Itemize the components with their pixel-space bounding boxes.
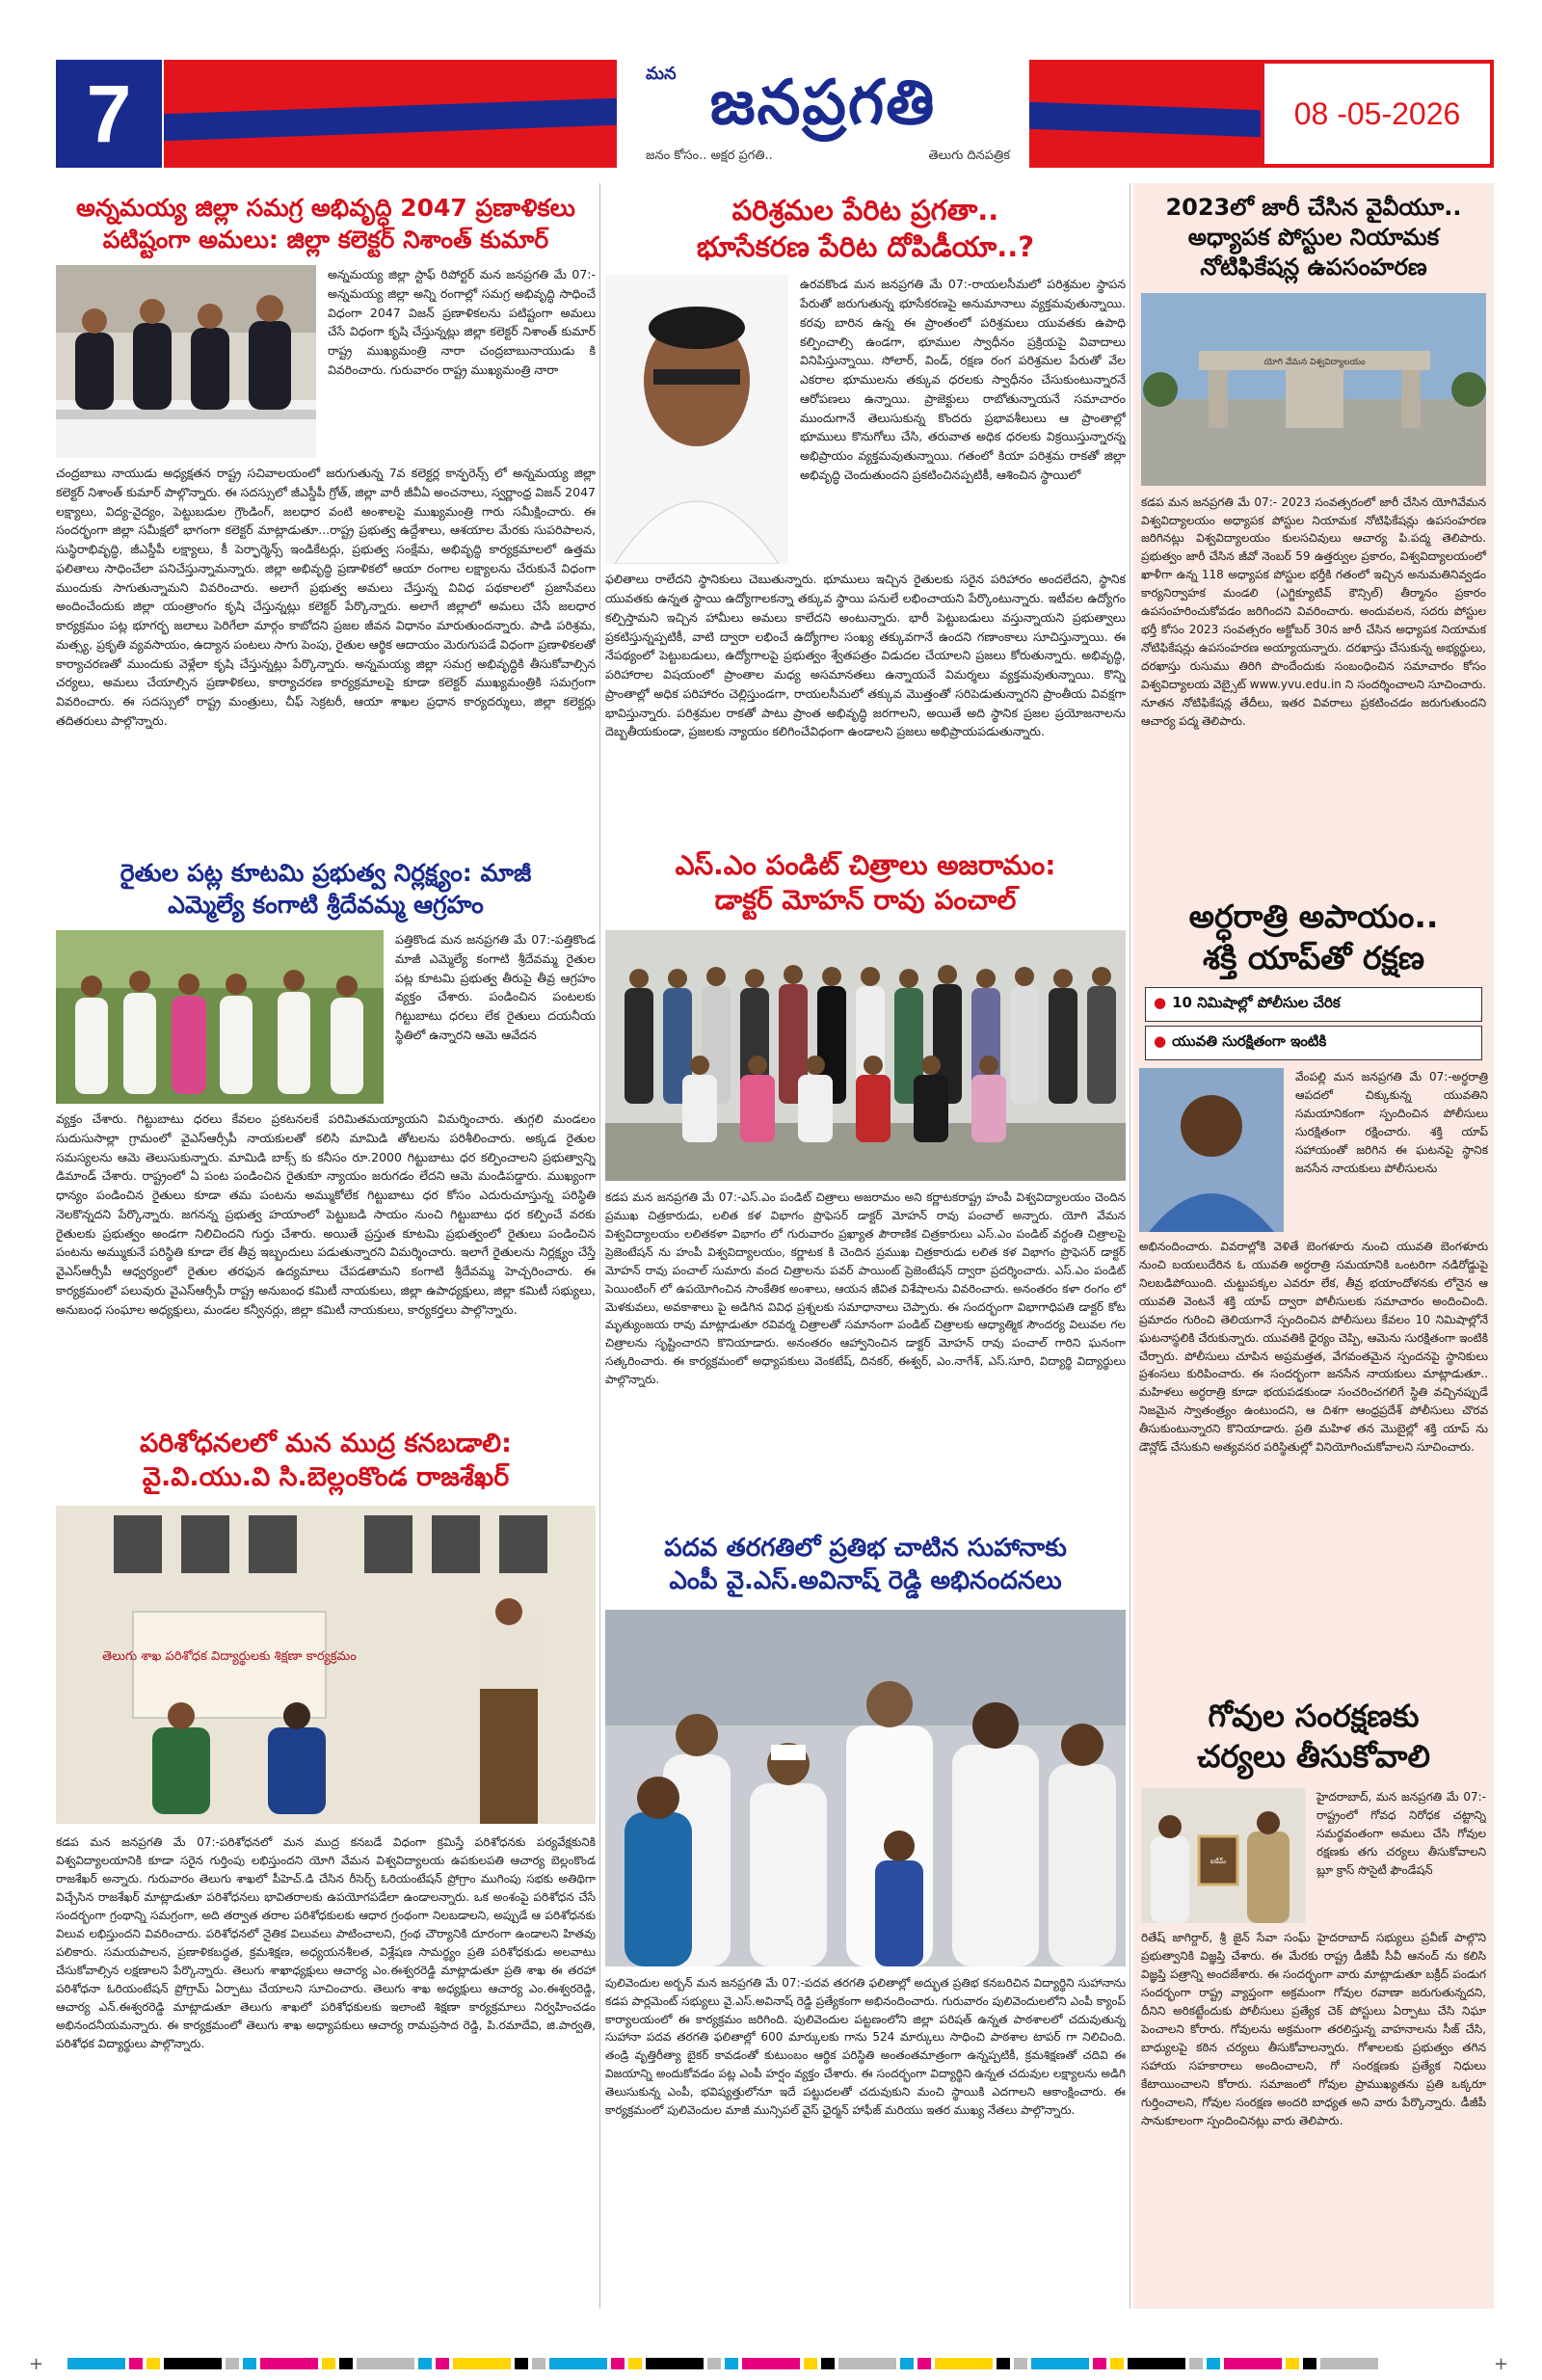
color-calibration-swatch (707, 2358, 721, 2369)
color-calibration-swatch (357, 2358, 414, 2369)
highlight-bullet (1145, 1026, 1482, 1060)
bullet-icon: ● (1154, 1031, 1167, 1050)
headline: భూసేకరణ పేరిట దోపిడీయా..? (696, 229, 1035, 263)
frame-label-text: ఐకేమ్ (1210, 1858, 1227, 1866)
photo-mp-felicitation (605, 1610, 1126, 1966)
color-calibration-swatch (742, 2358, 800, 2369)
photo-portrait-man (605, 275, 788, 564)
headline: రైతుల పట్ల కూటమి ప్రభుత్వ నిర్లక్ష్యం: మాజీ (120, 859, 532, 887)
headline: ఎస్.ఎం పండిట్ చిత్రాలు అజరామం: (675, 849, 1056, 881)
logo-title: జనప్రగతి (709, 67, 937, 139)
color-calibration-swatch (1110, 2358, 1124, 2369)
story-lead: అన్నమయ్య జిల్లా స్టాఫ్ రిపోర్టర్ మన జనప్రగతి మే 07:-అన్నమయ్య జిల్లా అన్ని రంగాల్లో సమగ్ర అభివృద్ధి సాధించే విధంగా 2047 విజన్ ప్రణాళికలను పటిష్టంగా అమలు చేసే విధంగా కృషి చేస్తున్నట్లు జిల్లా కలెక్టర్ నిశాంత్ కుమార్ రాష్ట్ర ముఖ్యమంత్రి నారా చంద్రబాబునాయుడు కి వివరించారు. గురువారం రాష్ట్ర ముఖ్యమంత్రి నారా (328, 267, 596, 377)
headline: అర్ధరాత్రి అపాయం.. (1188, 897, 1439, 935)
headline: శక్తి యాప్‌తో రక్షణ (1202, 938, 1425, 976)
color-calibration-swatch (453, 2358, 511, 2369)
story-body: రితేష్ జాగిర్దార్, శ్రీ జైన్ సేవా సంఘ్ హైదరాబాద్ సభ్యులు ప్రవీణ్ పాల్గొని ప్రభుత్వానికి విజ్ఞప్తి చేశారు. ఈ మేరకు రాష్ట్ర డీజీపీ సీవీ ఆనంద్ ను కలిసి విజ్ఞప్తి పత్రాన్ని అందజేశారు. ఈ సందర్భంగా వారు మాట్లాడుతూ బక్రీద్ పండుగ సందర్భంగా రాష్ట్ర వ్యాప్తంగా అక్రమంగా గోవుల రవాణా జరుగుతున్నదని, దీనిని అరికట్టేందుకు పోలీసులు ప్రత్యేక చెక్ పోస్టులు ఏర్పాటు చేసి నిఘా పెంచాలని కోరారు. గోవులను అక్రమంగా తరలిస్తున్న వాహనాలను సీజ్ చేసి, బాధ్యులపై కఠిన చర్యలు తీసుకోవాలన్నారు. గోశాలలకు ప్రభుత్వం తగిన సహాయ సహకారాలు అందించాలని, గో సంరక్షణకు ప్రత్యేక నిధులు కేటాయించాలని కోరారు. సమాజంలో గోవుల ప్రాముఖ్యతను ప్రతి ఒక్కరూ గుర్తించాలని, గోవుల సంరక్షణ అందరి బాధ్యత అని వారు పేర్కొన్నారు. డీజీపీ సానుకూలంగా స్పందించినట్లు వారు తెలిపారు. (1141, 1931, 1486, 2127)
masthead (56, 60, 1494, 168)
logo-prefix: మన (646, 64, 677, 84)
color-calibration-swatch (900, 2358, 914, 2369)
color-calibration-swatch (1303, 2358, 1316, 2369)
photo-group-students (605, 930, 1126, 1181)
color-calibration-swatch (226, 2358, 239, 2369)
headline: డాక్టర్ మోహన్ రావు పంచాల్ (714, 884, 1017, 917)
page-number: 7 (56, 60, 162, 168)
color-calibration-swatch (997, 2358, 1010, 2369)
color-calibration-swatch (935, 2358, 993, 2369)
color-calibration-swatch (1207, 2358, 1220, 2369)
story-body: పులివెందుల అర్బన్ మన జనప్రగతి మే 07:-పదవ తరగతి ఫలితాల్లో అద్భుత ప్రతిభ కనబరిచిన విద్యార్థిని సుహానాను కడప పార్లమెంట్ సభ్యులు వై.ఎస్.అవినాష్ రెడ్డి ప్రత్యేకంగా అభినందించారు. గురువారం పులివెందులలోని ఎంపీ క్యాంప్ కార్యాలయంలో ఈ కార్యక్రమం జరిగింది. పులివెందుల పట్టణంలోని జిల్లా పరిషత్ ఉన్నత పాఠశాలలో చదువుతున్న సుహానా పదవ తరగతి ఫలితాల్లో 600 మార్కులకు గాను 524 మార్కులు సాధించి పాఠశాల టాపర్ గా నిలిచింది. తండ్రి వృత్తిరీత్యా బైకర్ కావడంతో కుటుంబం ఆర్థిక పరిస్థితి అంతంతమాత్రంగా ఉన్నప్పటికీ, క్రమశిక్షణతో చదివి ఈ విజయాన్ని అందుకోవడం పట్ల ఎంపీ హర్షం వ్యక్తం చేశారు. ఈ సందర్భంగా విద్యార్థిని ఉన్నత చదువుల లక్ష్యాలను అడిగి తెలుసుకున్న ఎంపీ, భవిష్యత్తులోనూ ఇదే పట్టుదలతో చదువుకుని మంచి స్థాయికి ఎదగాలని ఆకాంక్షించారు. ఈ కార్యక్రమంలో పులివెందుల మాజీ మున్సిపల్ వైస్ ఛైర్మన్ హాఫీజ్ మరియు ఇతర ముఖ్య నేతలు పాల్గొన్నారు. (605, 1975, 1126, 2118)
color-calibration-swatch (646, 2358, 704, 2369)
color-calibration-swatch (243, 2358, 256, 2369)
headline: ఎంపీ వై.ఎస్.అవినాష్ రెడ్డి అభినందనలు (669, 1565, 1062, 1595)
story-lead: వేంపల్లి మన జనప్రగతి మే 07:-అర్ధరాత్రి ఆపదలో చిక్కుకున్న యువతిని సమయానికంగా స్పందించిన పోలీసులు సురక్షితంగా రక్షించారు. శక్తి యాప్ సహాయంతో జరిగిన ఈ ఘటనపై స్థానిక జనసేన నాయకులు పోలీసులను (1295, 1069, 1488, 1175)
middle-column (605, 183, 1126, 2309)
seminar-screen-text: తెలుగు శాఖ పరిశోధక విద్యార్థులకు శిక్షణా కార్యక్రమం (102, 1649, 357, 1665)
color-calibration-swatch (917, 2358, 931, 2369)
color-calibration-swatch (838, 2358, 896, 2369)
story-pandit (605, 848, 1126, 1389)
color-calibration-swatch (611, 2358, 625, 2369)
bullet-text: 10 నిమిషాల్లో పోలీసుల చేరిక (1172, 993, 1341, 1011)
headline: గోవుల సంరక్షణకు (1208, 1698, 1420, 1734)
newspaper-logo (617, 60, 1029, 168)
story-body: కడప మన జనప్రగతి మే 07:- 2023 సంవత్సరంలో జారీ చేసిన యోగివేమన విశ్వవిద్యాలయం అధ్యాపక పోస్టుల నియామక నోటిఫికేషన్లు ఉపసంహరణ జరిగినట్లు విశ్వవిద్యాలయం కులసచివులు ఆచార్య పి.పద్మ తెలిపారు. ప్రభుత్వం జారీ చేసిన జీవో నెంబర్ 59 ఉత్తర్వుల ప్రకారం, విశ్వవిద్యాలయంలో ఖాళీగా ఉన్న 118 అధ్యాపక పోస్టుల భర్తీకి గతంలో ఇచ్చిన అనుమతినివ్వడం కార్యనిర్వాహక మండలి (ఎగ్జిక్యూటివ్ కౌన్సిల్) తీర్మానం ప్రకారం ఉపసంహరించుకోవడం జరిగిందని వివరించారు. అందువలన, సదరు పోస్టుల భర్తీ కోసం 2023 సంవత్సరం అక్టోబర్ 30న జారీ చేసిన అధ్యాపక నియామక నోటిఫికేషన్లు ఉపసంహరణ అయ్యాయన్నారు. దరఖాస్తు చేసుకున్న అభ్యర్థులు, దరఖాస్తు రుసుము తిరిగి పొందేందుకు సంబంధించిన సమాచారం కోసం విశ్వవిద్యాలయ వెబ్సైట్ www.yvu.edu.in ని సందర్శించాలని సూచించారు. నూతన నోటిఫికేషన్ల తేదీలు, ఇతర వివరాలు ప్రకటించడం జరుగుతుందని ఆచార్య పద్మ తెలిపారు. (1141, 495, 1486, 728)
story-body: కడప మన జనప్రగతి మే 07:-పరిశోధనలో మన ముద్ర కనబడే విధంగా క్రమిస్తే పరిశోధనకు పర్యవేక్షకునికి విశ్వవిద్యాలయానికి కూడా సరైన గుర్తింపు లభిస్తుందని యోగి వేమన విశ్వవిద్యాలయ ఉపకులపతి ఆచార్య బెల్లంకొండ రాజశేఖర్ అన్నారు. గురువారం తెలుగు శాఖలో పీహెచ్.డి చేసిన రీసెర్చ్ ఓరియంటేషన్ ప్రోగ్రాం ముగింపు సభకు అతిథిగా విచ్చేసిన రాజశేఖర్ మాట్లాడుతూ పరిశోధనలు భావితరాలకు ఉపయోగపడేలా ఉండాలన్నారు. ఒక అంశంపై పరిశోధన చేసే సందర్భంగా గ్రంథాన్ని సమగ్రంగా, అది తర్వాత తరాల పరిశోధకులకు ఆధార గ్రంథంగా నిలబడాలని, అప్పుడే ఆ పరిశోధనకు విలువ లభిస్తుందని వివరించారు. పరిశోధనలో నైతిక విలువలు పాటించాలని, గ్రంథ చౌర్యానికి దూరంగా ఉండాలని హితవు పలికారు. సమయపాలన, ప్రణాళికబద్ధత, క్రమశిక్షణ, అధ్యయనశీలత, విశ్లేషణ సామర్థ్యం ప్రతి పరిశోధకుడు అలవాటు చేసుకోవాల్సిన లక్షణాలని పేర్కొన్నారు. తెలుగు శాఖాధ్యక్షులు ఆచార్య ఎం.ఈశ్వరరెడ్డి మాట్లాడుతూ ప్రతి శాఖ ఈ తరహా పరిశోధనా ఓరియంటేషన్ ప్రోగ్రామ్ ఏర్పాటు చేయాలని సూచించారు. తెలుగు శాఖ అధ్యక్షులు ఆచార్య ఎం.ఈశ్వరరెడ్డి, ఆచార్య ఎన్.ఈశ్వరరెడ్డి మాట్లాడుతూ తెలుగు శాఖలో పరిశోధకులకు ఇలాంటి శిక్షణా కార్యక్రమాలు నిర్వహించడం అభినందనీయమన్నారు. ఈ కార్యక్రమంలో తెలుగు శాఖ అధ్యాపకులు ఆచార్య రామప్రసాద రెడ్డి, పి.రమాదేవి, జి.పార్వతి, పరిశోధక విద్యార్థులు పాల్గొన్నారు. (56, 1835, 596, 2050)
color-calibration-swatch (418, 2358, 432, 2369)
story-shakti-app (1133, 896, 1494, 1457)
photo-university-gate (1141, 293, 1486, 486)
column-divider (599, 183, 600, 2309)
story-industries (605, 193, 1126, 741)
headline: చర్యలు తీసుకోవాలి (1197, 1737, 1430, 1775)
color-calibration-swatch (164, 2358, 222, 2369)
color-calibration-swatch (1320, 2358, 1378, 2369)
gate-sign-text: యోగి వేమన విశ్వవిద్యాలయం (1263, 357, 1366, 367)
headline: అన్నమయ్య జిల్లా సమగ్ర అభివృద్ధి 2047 ప్రణాళికలు (76, 194, 575, 222)
color-calibration-swatch (260, 2358, 318, 2369)
headline: ఎమ్మెల్యే కంగాటి శ్రీదేవమ్మ ఆగ్రహం (168, 890, 484, 919)
story-body: వ్యక్తం చేశారు. గిట్టుబాటు ధరలు కేవలం ప్రకటనలకే పరిమితమయ్యాయని విమర్శించారు. తుగ్గలి మండలం సుదుసుసాల్లా గ్రామంలో వైఎస్ఆర్సీపీ నాయకులతో కలిసి మామిడి తోటలను పరిశీలించారు. అక్కడ రైతుల సమస్యలను ఆమె తెలుసుకున్నారు. మామిడి బాక్స్ కు కనీసం రూ.2000 గిట్టుబాటు ధర కల్పించాలని ప్రభుత్వాన్ని డిమాండ్ చేశారు. రాష్ట్రంలో ఏ పంట పండించిన రైతుకూ న్యాయం జరుగడం లేదని ఆమె మండిపడ్డారు. ముఖ్యంగా ధాన్యం పండించిన రైతులు కూడా తమ పంటను అమ్ముకోలేక గిట్టుబాటు ధర కోసం ఎదురుచూస్తున్న పరిస్థితి నెలకొన్నదని పేర్కొన్నారు. జగనన్న ప్రభుత్వ హయాంలో పెట్టుబడి సాయం నుంచి గిట్టుబాటు ధర కల్పించే వరకు రైతులకు ప్రభుత్వం అండగా నిలిచిందని గుర్తు చేశారు. అయితే ప్రస్తుత కూటమి ప్రభుత్వంలో రైతులు పండించిన పంటను అమ్ముకునే పరిస్థితి కూడా లేక తీవ్ర ఇబ్బందులు పడుతున్నారని విమర్శించారు. ఇలాగే రైతులను నిర్లక్ష్యం చేస్తే వైఎస్ఆర్సీపీ ఆధ్వర్యంలో రైతుల తరఫున ఉద్యమాలు చేపడతామని కంగాటి శ్రీదేవమ్మ హెచ్చరించారు. ఈ కార్యక్రమంలో పలువురు వైఎస్ఆర్సీపీ రాష్ట్ర అనుబంధ కమిటీ నాయకులు, జిల్లా ఉపాధ్యక్షులు, జిల్లా కమిటీ సభ్యులు, అనుబంధ సంఘాల అధ్యక్షులు, మండల కన్వీనర్లు, జిల్లా కమిటీ నాయకులు, కార్యకర్తలు పాల్గొన్నారు. (56, 1111, 596, 1317)
color-calibration-swatch (1224, 2358, 1282, 2369)
color-calibration-swatch (549, 2358, 607, 2369)
color-calibration-swatch (804, 2358, 817, 2369)
story-lead: పత్తికొండ మన జనప్రగతి మే 07:-పత్తికొండ మాజీ ఎమ్మెల్యే కంగాటి శ్రీదేవమ్మ రైతుల పట్ల కూటమి ప్రభుత్వ తీరుపై తీవ్ర ఆగ్రహం వ్యక్తం చేశారు. పండించిన పంటలకు గిట్టుబాటు ధరలు లేక రైతులు దయనీయ స్థితిలో ఉన్నారని ఆమె ఆవేదన (395, 932, 596, 1042)
photo-mango-orchard (56, 930, 384, 1104)
story-annamayya (56, 193, 596, 731)
story-research (56, 1427, 596, 2053)
story-body: చంద్రబాబు నాయుడు అధ్యక్షతన రాష్ట్ర సచివాలయంలో జరుగుతున్న 7వ కలెక్టర్ల కాన్ఫరెన్స్ లో అన్నమయ్య జిల్లా కలెక్టర్ నిశాంత్ కుమార్ పాల్గొన్నారు. ఈ సదస్సులో జీఎస్డీపీ గ్రోత్, జిల్లా వారీ జీవీఏ అంచనాలు, స్వర్ణాంధ్ర విజన్ 2047 లక్ష్యాలు, విద్య-వైద్యం, పెట్టుబడుల గ్రౌండింగ్, జలధార వంటి అంశాలపై ముఖ్యమంత్రి గారు సమీక్షించారు. ఈ సందర్భంగా జిల్లా సమీక్షలో భాగంగా కలెక్టర్ మాట్లాడుతూ...రాష్ట్ర ప్రభుత్వ ఉద్దేశాలు, ఆశయాల మేరకు సుపరిపాలన, సుస్థిరాభివృద్ధి, జీఎస్డీపీ లక్ష్యాలు, కీ పెర్ఫార్మెన్స్ ఇండికేటర్లు, ప్రభుత్వ సంక్షేమ, అభివృద్ధి కార్యక్రమాలలో ఉత్తమ ఫలితాలు సాధించేలా పనిచేస్తున్నామన్నారు. జిల్లా అభివృద్ధి ప్రణాళికలో ఆయా రంగాల లక్ష్యాలను చేరుకునే విధంగా ముందుకు సాగుతున్నామని వివరించారు. అలాగే ప్రభుత్వ అమలు చేస్తున్న వివిధ పథకాలలో ప్రజాసేవలు అందించేందుకు జిల్లా యంత్రాంగం కృషి చేస్తున్నట్లు కలెక్టర్ పేర్కొన్నారు. అలాగే జిల్లాలో అమలు చేసే జలధార కార్యక్రమం పట్ల భూగర్భ జలాలు పెరిగేలా మార్గం కాబోదని ప్రజల జీవన విధానం మారుతుందన్నారు. పాడి పరిశ్రమ, మత్స్య, ప్రకృతి వ్యవసాయం, ఉద్యాన పంటలు సాగు పెంపు, రైతుల ఆర్థిక ఆదాయం మెరుగుపడే విధంగా ప్రణాళికలతో కార్యాచరణతో ముందుకు వెళ్లేలా కృషి చేస్తున్నట్లు పేర్కొన్నారు. అన్నమయ్య జిల్లా సమగ్ర అభివృద్ధికి తీసుకోవాల్సిన చర్యలు, అమలు చేయాల్సిన ప్రణాళికలు, కార్యాచరణ కార్యక్రమాలపై కూడా కలెక్టర్ ముఖ్యమంత్రికి సమగ్రంగా వివరించారు. ఈ సదస్సులో రాష్ట్ర మంత్రులు, చీఫ్ సెక్రటరీ, ఆయా శాఖల ప్రధాన కార్యదర్శులు, జిల్లా కలెక్టర్లు తదితరులు పాల్గొన్నారు. (56, 466, 596, 728)
story-farmers (56, 858, 596, 1319)
registration-cross-icon: + (29, 2354, 44, 2374)
story-body: కడప మన జనప్రగతి మే 07:-ఎస్.ఎం పండిట్ చిత్రాలు అజరామం అని కర్ణాటకరాష్ట్ర హంపీ విశ్వవిద్యాలయం చెందిన ప్రముఖ చిత్రకారుడు, లలిత కళ విభాగం ప్రొఫెసర్ డాక్టర్ మోహన్ రావు పంచాల్ అన్నారు. యోగి వేమన విశ్వవిద్యాలయం లలితకళా విభాగం లో గురువారం ప్రఖ్యాత పౌరాణిక చిత్రకారులు ఎస్.ఎం పండిట్ వర్ధంతి చిత్రాలపై ప్రెజెంటేషన్ ను హంపీ విశ్వవిద్యాలయం, కర్ణాటక కి చెందిన ప్రముఖ చిత్రకారుడు లలిత కళ విభాగం ప్రొఫెసర్ డాక్టర్ మోహన్ రావు పంచాల్ సుమారు వంద చిత్రాలను పవర్ పాయింట్ ప్రెజెంటేషన్ ద్వారా ప్రదర్శించారు. ఎస్.ఎం పండిట్ పెయింటింగ్ లో ఉపయోగించిన సాంకేతిక అంశాలు, ఆయన జీవిత విశేషాలను వివరించారు. అనంతరం కళా రంగం లో మెళకువలు, అవకాశాలు పై అడిగిన వివిధ ప్రశ్నలకు సమాధానాలు చెప్పారు. ఈ సందర్భంగా విభాగాధిపతి డాక్టర్ కోట మృత్యుంజయ రావు మాట్లాడుతూ రవివర్మ చిత్రాలతో సమానంగా పండిట్ చిత్రాలకు ఆధ్యాత్మిక సౌందర్య విలువల గల చిత్రాలను సృష్టించారని కొనియాడారు. అనంతరం ఆహ్వానించిన డాక్టర్ మోహన్ రావు పంచాల్ గారిని ఘనంగా సత్కరించారు. ఈ కార్యక్రమంలో అధ్యాపకులు వెంకటేష్, దినకర్, ఈశ్వర్, ఎం.నాగేశ్, ఎస్.సూరి, విద్యార్థి విద్యార్థులు పాల్గొన్నారు. (605, 1190, 1126, 1387)
photo-dgp-meeting (1141, 1788, 1305, 1923)
color-calibration-swatch (1286, 2358, 1299, 2369)
issue-date: 08 -05-2026 (1261, 60, 1494, 168)
story-yvu-notification (1133, 193, 1494, 731)
highlight-bullet (1145, 987, 1482, 1022)
story-body: ఫలితాలు రాలేదని స్థానికులు చెబుతున్నారు. భూములు ఇచ్చిన రైతులకు సరైన పరిహారం అందలేదని, స్థానిక యువతకు ఉన్నత స్థాయి ఉద్యోగాలకన్నా తక్కువ స్థాయి పనులే లభించాయని పేర్కొంటున్నారు. ఇటీవల ఉద్యోగం కల్పిస్తామని ఇచ్చిన హామీలు అమలు కాలేదని అంటున్నారు. భారీ పెట్టుబడులు వస్తున్నాయని ప్రభుత్వాలు ప్రకటిస్తున్నప్పటికీ, వాటి ద్వారా లభించే ఉద్యోగాల సంఖ్య తక్కువగానే ఉందని గణాంకాలు సూచిస్తున్నాయి. ఈ నేపథ్యంలో పెట్టుబడులు, ఉద్యోగాలపై ప్రభుత్వం శ్వేతపత్రం విడుదల చేయాలని ప్రజలు కోరుతున్నారు. అభివృద్ధి, పరిహారాల విషయంలో ప్రాంతాల మధ్య అసమానతలు ఉన్నాయనే విమర్శలు వ్యక్తమవుతున్నాయి. కొన్ని ప్రాంతాల్లో అధిక పరిహారం చెల్లిస్తుండగా, రాయలసీమలో తక్కువ మొత్తంతో సరిపెడుతున్నారని ప్రాంతీయ వివక్షగా భావిస్తున్నారు. పరిశ్రమల రాకతో పాటు ప్రాంత అభివృద్ధి జరగాలని, అయితే అది స్థానిక ప్రజల ప్రయోజనాలను దెబ్బతీయకుండా, ప్రజలకు న్యాయం కలిగించేవిధంగా ఉండాలని ప్రజలు అభిప్రాయపడుతున్నారు. (605, 572, 1126, 739)
color-calibration-swatch (146, 2358, 160, 2369)
headline: అధ్యాపక పోస్టుల నియామక (1187, 224, 1440, 252)
color-calibration-swatch (532, 2358, 545, 2369)
color-calibration-swatch (339, 2358, 353, 2369)
photo-police-officer (1139, 1068, 1284, 1232)
color-calibration-swatch (1128, 2358, 1185, 2369)
color-calibration-swatch (515, 2358, 528, 2369)
print-registration-bar (0, 2352, 1542, 2375)
logo-tagline: జనం కోసం.. అక్షర ప్రగతి.. (646, 148, 773, 163)
photo-collector-meeting (56, 265, 316, 458)
story-body: అభినందించారు. వివరాల్లోకి వెళితే బెంగళూరు నుంచి యువతి బెంగళూరు నుంచి బయలుదేరిన ఓ యువతి అర్ధరాత్రి సమయానికి ఒంటరిగా నడిరోడ్డుపై నిలబడిపోయింది. చుట్టుపక్కల ఎవరూ లేక, తీవ్ర భయాందోళనకు లోనైన ఆ యువతి వెంటనే శక్తి యాప్ ద్వారా పోలీసులకు సమాచారం అందించింది. ప్రమాదం గురించి తెలియగానే స్పందించిన పోలీసులు కేవలం 10 నిమిషాల్లోనే ఘటనాస్థలికి చేరుకున్నారు. యువతికి ధైర్యం చెప్పి, ఆమెను సురక్షితంగా ఇంటికి చేర్చారు. పోలీసులు చూపిన అప్రమత్తత, వేగవంతమైన స్పందనపై స్థానికులు ప్రశంసలు కురిపించారు. ఈ సందర్భంగా జనసేన నాయకులు మాట్లాడుతూ.. మహిళలు అర్ధరాత్రి కూడా భయపడకుండా సంచరించగలిగే స్థితి వచ్చినప్పుడే నిజమైన స్వాతంత్ర్యం ఉంటుందని, ఆ దిశగా ఆంధ్రప్రదేశ్ పోలీసులు చొరవ తీసుకుంటున్నారని కొనియాడారు. ప్రతి మహిళ తన మొబైల్లో శక్తి యాప్ ను డౌన్లోడ్ చేసుకుని అత్యవసర పరిస్థితుల్లో వినియోగించుకోవాలని సూచించారు. (1139, 1239, 1488, 1455)
color-calibration-swatch (821, 2358, 835, 2369)
color-calibration-swatch (725, 2358, 738, 2369)
photo-research-seminar (56, 1506, 596, 1824)
story-cows (1133, 1697, 1494, 2130)
story-suhana (605, 1533, 1126, 2120)
right-column (1133, 183, 1494, 2309)
headline: పరిశోధనలలో మన ముద్ర కనబడాలి: (140, 1429, 512, 1458)
color-calibration-swatch (1189, 2358, 1203, 2369)
color-calibration-swatch (628, 2358, 642, 2369)
headline: పరిశ్రమల పేరిట ప్రగతా.. (731, 194, 999, 227)
headline: పటిష్టంగా అమలు: జిల్లా కలెక్టర్ నిశాంత్ కుమార్ (102, 225, 549, 254)
color-calibration-swatch (67, 2358, 125, 2369)
color-calibration-swatch (1093, 2358, 1106, 2369)
color-calibration-swatch (129, 2358, 143, 2369)
logo-tagline-daily: తెలుగు దినపత్రిక (928, 148, 1010, 163)
color-calibration-swatch (436, 2358, 449, 2369)
story-lead: హైదరాబాద్, మన జనప్రగతి మే 07:-రాష్ట్రంలో గోవధ నిరోధక చట్టాన్ని సమర్థవంతంగా అమలు చేసి గోవుల రక్షణకు తగు చర్యలు తీసుకోవాలని బ్లూ క్రాస్ సొసైటీ ఫౌండేషన్ (1316, 1790, 1486, 1877)
bullet-text: యువతి సురక్షితంగా ఇంటికి (1172, 1031, 1327, 1050)
bullet-icon: ● (1154, 993, 1167, 1011)
headline: నోటిఫికేషన్ల ఉపసంహరణ (1200, 254, 1427, 281)
registration-cross-icon: + (1494, 2354, 1509, 2374)
headline: పదవ తరగతిలో ప్రతిభ చాటిన సుహానాకు (664, 1534, 1067, 1563)
left-column (56, 183, 596, 2309)
headline: 2023లో జారీ చేసిన వైవీయూ.. (1165, 194, 1462, 221)
story-lead: ఉరవకొండ మన జనప్రగతి మే 07:-రాయలసీమలో పరిశ్రమల స్థాపన పేరుతో జరుగుతున్న భూసేకరణపై అనుమానాలు వ్యక్తమవుతున్నాయి. కరవు బారిన ఉన్న ఈ ప్రాంతంలో పరిశ్రమలు యువతకు ఉపాధి కల్పించాల్సి ఉండగా, భూముల స్వాధీనం ప్రక్రియపై వివాదాలు వినిపిస్తున్నాయి. సోలార్, విండ్, రక్షణ రంగ పరిశ్రమల పేరుతో వేల ఎకరాల భూములను తక్కువ ధరలకు స్వాధీనం చేసుకుంటున్నారనే ఆరోపణలు ఉన్నాయి. ప్రాజెక్టులు రాబోతున్నాయనే సమాచారం ముందుగానే తెలుసుకున్న కొందరు ప్రభావశీలులు ఆ ప్రాంతాల్లో భూములు కొనుగోలు చేసి, తరువాత అధిక ధరలకు విక్రయిస్తున్నారన్న అభిప్రాయం వ్యక్తమవుతున్నాయి. గతంలో కియా పరిశ్రమ రాకతో జిల్లా అభివృద్ధి చెందుతుందని ప్రకటించినప్పటికీ, ఆశించిన స్థాయిలో (800, 277, 1126, 482)
headline: వై.వి.యు.వి సి.బెల్లంకొండ రాజశేఖర్ (142, 1462, 510, 1493)
color-calibration-swatch (322, 2358, 335, 2369)
color-calibration-swatch (1031, 2358, 1089, 2369)
color-calibration-swatch (1014, 2358, 1027, 2369)
